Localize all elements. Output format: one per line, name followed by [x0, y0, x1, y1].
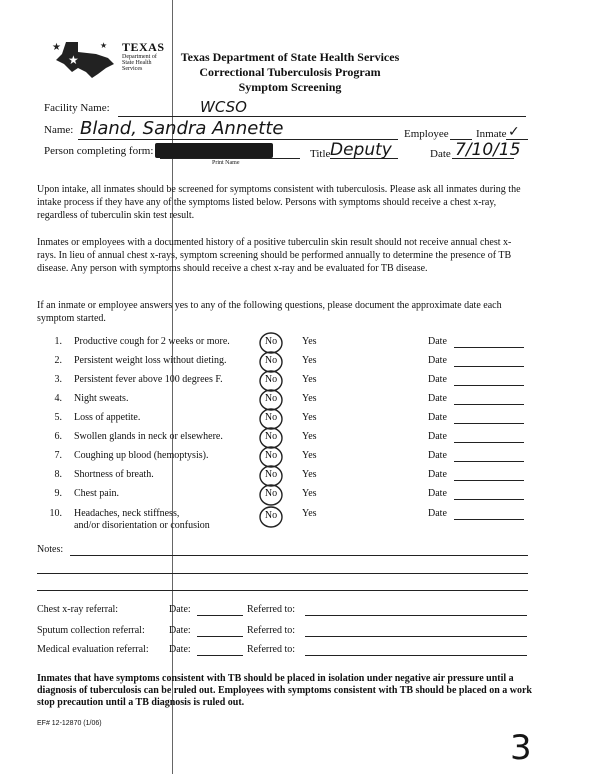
yes-label: Yes [302, 336, 317, 347]
referral-date-line[interactable] [197, 655, 243, 656]
svg-text:★: ★ [68, 53, 79, 67]
yes-label: Yes [302, 393, 317, 404]
symptom-row [40, 508, 540, 538]
symptom-date-label: Date [428, 412, 447, 423]
referral-label: Sputum collection referral: [37, 625, 145, 636]
header-line-1: Texas Department of State Health Services [180, 50, 400, 64]
no-label: No [264, 336, 278, 347]
logo-subtitle: Department of State Health Services [122, 54, 157, 72]
referred-to-label: Referred to: [247, 644, 296, 655]
symptom-text: Coughing up blood (hemoptysis). [74, 450, 209, 461]
facility-value: WCSO [200, 98, 247, 116]
symptom-date-label: Date [428, 336, 447, 347]
symptom-number: 6. [54, 431, 62, 442]
symptom-text: Persistent weight loss without dieting. [74, 355, 227, 366]
no-label: No [264, 355, 278, 366]
referral-date-label: Date: [169, 644, 191, 655]
symptom-text: Loss of appetite. [74, 412, 141, 423]
symptom-date-label: Date [428, 355, 447, 366]
page-number: 3 [510, 728, 532, 768]
notes-line-1[interactable] [70, 555, 528, 556]
texas-map-icon [48, 38, 120, 80]
symptom-date-line[interactable] [454, 404, 524, 405]
symptom-number: 3. [54, 374, 62, 385]
print-name-label: Print Name [212, 160, 240, 166]
yes-label: Yes [302, 508, 317, 519]
name-label: Name: [44, 124, 74, 136]
symptom-date-label: Date [428, 469, 447, 480]
no-label: No [264, 412, 278, 423]
yes-label: Yes [302, 431, 317, 442]
referral-row [37, 625, 527, 643]
title-label: Title [310, 148, 331, 160]
symptom-date-line[interactable] [454, 366, 524, 367]
intake-paragraph: Upon intake, all inmates should be screened for symptoms consistent with tuberculosis. Please ask all inmates during the intake process if they have any of the symptoms listed below. Persons with symptoms should receive a chest x-ray, regardless of tuberculin skin test result. [37, 184, 521, 221]
symptom-row [40, 412, 540, 431]
symptom-number: 4. [54, 393, 62, 404]
svg-text:★: ★ [100, 41, 108, 50]
no-label: No [264, 488, 278, 499]
referral-date-line[interactable] [197, 615, 243, 616]
referral-date-line[interactable] [197, 636, 243, 637]
yes-label: Yes [302, 355, 317, 366]
symptom-date-line[interactable] [454, 519, 524, 520]
no-answer-circled[interactable] [258, 504, 284, 530]
person-completing-label: Person completing form: [44, 145, 154, 157]
symptom-text: Swollen glands in neck or elsewhere. [74, 431, 223, 442]
symptom-date-line[interactable] [454, 461, 524, 462]
notes-line-3[interactable] [37, 590, 528, 591]
symptom-text: Night sweats. [74, 393, 129, 404]
symptom-row [40, 488, 540, 507]
employee-label: Employee [404, 128, 449, 140]
date-value: 7/10/15 [455, 140, 521, 160]
symptom-number: 2. [54, 355, 62, 366]
header-line-2: Correctional Tuberculosis Program [199, 65, 381, 79]
header-line-3: Symptom Screening [238, 80, 342, 94]
yes-label: Yes [302, 488, 317, 499]
svg-text:★: ★ [52, 42, 61, 53]
symptom-row [40, 393, 540, 412]
symptom-text: Productive cough for 2 weeks or more. [74, 336, 230, 347]
symptom-text: Persistent fever above 100 degrees F. [74, 374, 223, 385]
symptom-row [40, 374, 540, 393]
symptom-date-label: Date [428, 393, 447, 404]
no-label: No [264, 450, 278, 461]
symptom-row [40, 450, 540, 469]
symptom-date-label: Date [428, 374, 447, 385]
no-label: No [264, 469, 278, 480]
notes-label: Notes: [37, 544, 64, 555]
date-label: Date [430, 148, 451, 160]
symptom-list [0, 336, 589, 536]
referral-row [37, 644, 527, 662]
symptom-number: 10. [49, 508, 62, 519]
referred-to-line[interactable] [305, 615, 527, 616]
symptom-date-line[interactable] [454, 347, 524, 348]
symptom-number: 1. [54, 336, 62, 347]
referred-to-line[interactable] [305, 636, 527, 637]
symptom-number: 7. [54, 450, 62, 461]
person-line [160, 158, 300, 159]
inmate-checkmark: ✓ [508, 124, 520, 140]
no-label: No [264, 510, 278, 521]
symptom-date-line[interactable] [454, 499, 524, 500]
referred-to-label: Referred to: [247, 604, 296, 615]
symptom-row [40, 355, 540, 374]
referral-label: Chest x-ray referral: [37, 604, 119, 615]
symptom-text: Chest pain. [74, 488, 119, 499]
inmate-label: Inmate [476, 128, 507, 140]
symptom-number: 9. [54, 488, 62, 499]
title-value: Deputy [330, 140, 392, 160]
no-label: No [264, 431, 278, 442]
symptom-date-label: Date [428, 450, 447, 461]
symptom-date-label: Date [428, 488, 447, 499]
symptom-number: 8. [54, 469, 62, 480]
yes-label: Yes [302, 469, 317, 480]
referred-to-line[interactable] [305, 655, 527, 656]
symptom-row [40, 336, 540, 355]
facility-line [118, 116, 526, 117]
yes-label: Yes [302, 450, 317, 461]
symptom-row [40, 469, 540, 488]
form-number: EF# 12-12870 (1/06) [37, 720, 102, 727]
symptom-text-continued: and/or disorientation or confusion [74, 520, 210, 531]
referral-date-label: Date: [169, 625, 191, 636]
symptom-date-line[interactable] [454, 480, 524, 481]
symptom-date-label: Date [428, 431, 447, 442]
redacted-name-block [155, 143, 273, 158]
symptom-date-line[interactable] [454, 423, 524, 424]
symptom-text: Shortness of breath. [74, 469, 154, 480]
symptom-date-line[interactable] [454, 385, 524, 386]
notes-line-2[interactable] [37, 573, 528, 574]
isolation-notice: Inmates that have symptoms consistent with TB should be placed in isolation under negative air pressure until a diagnosis of tuberculosis can be ruled out. Employees with symptoms consistent with TB should be placed on a work stop precaution until a TB diagnosis is ruled out. [37, 673, 532, 708]
yes-label: Yes [302, 412, 317, 423]
referral-date-label: Date: [169, 604, 191, 615]
texas-dshs-logo [48, 38, 165, 80]
referral-label: Medical evaluation referral: [37, 644, 149, 655]
name-value: Bland, Sandra Annette [80, 118, 284, 139]
positive-history-paragraph: Inmates or employees with a documented history of a positive tuberculin skin result should not receive annual chest x-rays. In lieu of annual chest x-rays, symptom screening should be performed annually to determine the presence of TB disease. Any person with symptoms should receive a chest x-ray and be evaluated for TB disease. [37, 237, 512, 274]
instructions-paragraph: If an inmate or employee answers yes to any of the following questions, please document the approximate date each symptom started. [37, 300, 502, 324]
no-label: No [264, 393, 278, 404]
yes-label: Yes [302, 374, 317, 385]
symptom-number: 5. [54, 412, 62, 423]
facility-label: Facility Name: [44, 102, 110, 114]
logo-brand: TEXAS [122, 40, 165, 54]
referral-row [37, 604, 527, 622]
symptom-date-label: Date [428, 508, 447, 519]
no-label: No [264, 374, 278, 385]
referred-to-label: Referred to: [247, 625, 296, 636]
symptom-date-line[interactable] [454, 442, 524, 443]
symptom-row [40, 431, 540, 450]
symptom-text: Headaches, neck stiffness, [74, 508, 180, 519]
